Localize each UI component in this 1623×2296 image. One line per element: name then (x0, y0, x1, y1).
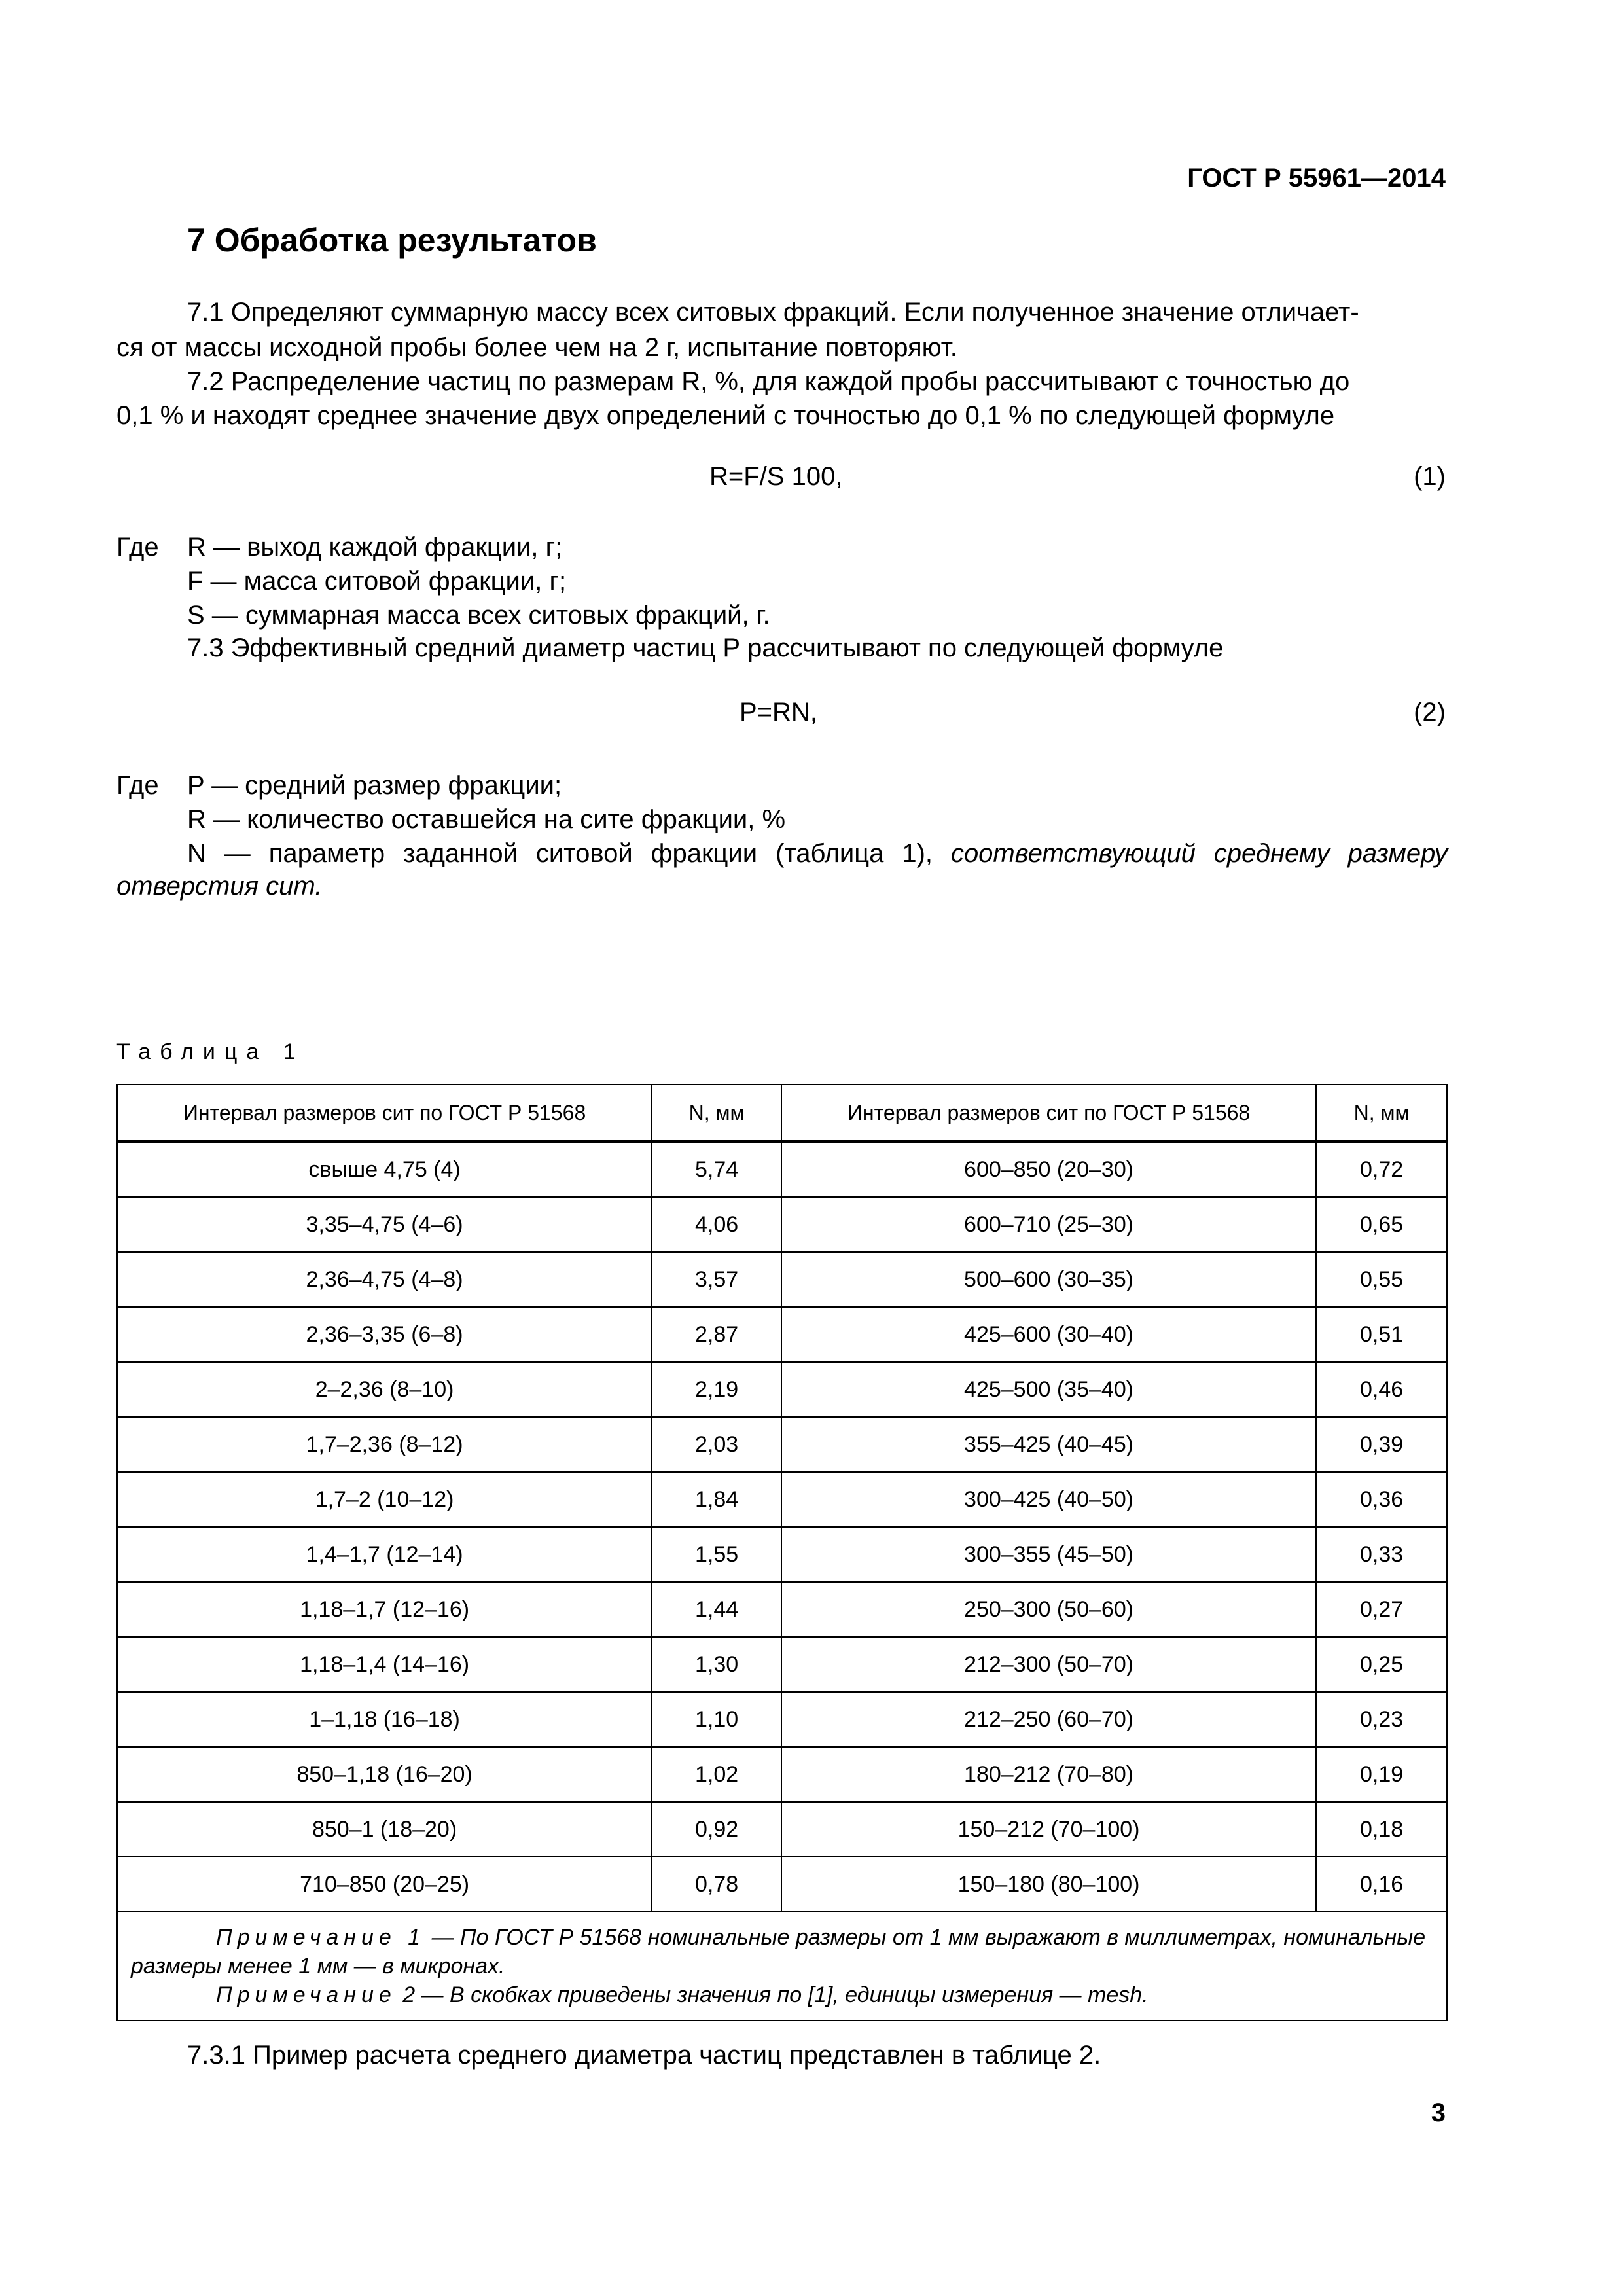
table-row (117, 1802, 1447, 1857)
table-cell: 0,27 (1316, 1582, 1447, 1637)
table-cell: 2,03 (652, 1417, 781, 1472)
table-cell: 355–425 (40–45) (781, 1417, 1316, 1472)
table-cell: 0,25 (1316, 1637, 1447, 1692)
table-cell: 150–180 (80–100) (781, 1857, 1316, 1912)
table-cell: 1,4–1,7 (12–14) (117, 1527, 652, 1582)
table-cell: 1,02 (652, 1747, 781, 1802)
header-n-2: N, мм (1316, 1085, 1447, 1141)
paragraph-7-1-line1: 7.1 Определяют суммарную массу всех ситовых фракций. Если полученное значение отличает- (187, 298, 1359, 327)
table-cell: свыше 4,75 (4) (117, 1141, 652, 1197)
table-cell: 0,16 (1316, 1857, 1447, 1912)
note-2-label: Примечание (216, 1982, 397, 2007)
definition-n-text: N — параметр заданной ситовой фракции (таблица 1), (187, 839, 951, 868)
table-row (117, 1582, 1447, 1637)
table-cell: 180–212 (70–80) (781, 1747, 1316, 1802)
table-cell: 0,39 (1316, 1417, 1447, 1472)
table-notes-row (117, 1912, 1447, 2020)
table-1 (116, 1084, 1448, 2021)
table-row (117, 1252, 1447, 1307)
note-1-label: Примечание 1 (216, 1925, 426, 1950)
definition-n-italic: соответствующий среднему размеру (950, 839, 1448, 868)
table-cell: 300–425 (40–50) (781, 1472, 1316, 1527)
note-2 (131, 1981, 1433, 2009)
table-cell: 1,18–1,4 (14–16) (117, 1637, 652, 1692)
table-cell: 0,36 (1316, 1472, 1447, 1527)
paragraph-7-3: 7.3 Эффективный средний диаметр частиц Р рассчитывают по следующей формуле (187, 634, 1224, 662)
table-row (117, 1527, 1447, 1582)
table-notes (117, 1912, 1447, 2020)
formula-1: R=F/S 100, (709, 462, 843, 491)
table-cell: 2,36–4,75 (4–8) (117, 1252, 652, 1307)
page-number: 3 (1431, 2098, 1446, 2127)
table-cell: 0,55 (1316, 1252, 1447, 1307)
table-header-row (117, 1085, 1447, 1141)
definition-r-percent: R — количество оставшейся на сите фракции, % (187, 805, 786, 834)
table-row (117, 1307, 1447, 1362)
table-row (117, 1417, 1447, 1472)
paragraph-7-1-line2: ся от массы исходной пробы более чем на 2 г, испытание повторяют. (116, 333, 957, 362)
table-cell: 600–710 (25–30) (781, 1197, 1316, 1252)
table-row (117, 1197, 1447, 1252)
paragraph-7-2-line2: 0,1 % и находят среднее значение двух определений с точностью до 0,1 % по следующей формуле (116, 401, 1335, 430)
note-1-text: — По ГОСТ Р 51568 номинальные размеры от 1 мм выражают в миллиметрах, номинальные размеры менее 1 мм — в микронах. (131, 1925, 1426, 1979)
table-cell: 0,72 (1316, 1141, 1447, 1197)
table-cell: 710–850 (20–25) (117, 1857, 652, 1912)
definition-n-line1 (187, 839, 1448, 869)
table-cell: 0,46 (1316, 1362, 1447, 1417)
where-label-2: Где (116, 771, 159, 800)
definition-p: P — средний размер фракции; (187, 771, 562, 800)
formula-1-number: (1) (1414, 462, 1446, 491)
table-cell: 3,35–4,75 (4–6) (117, 1197, 652, 1252)
header-n-1: N, мм (652, 1085, 781, 1141)
table-cell: 150–212 (70–100) (781, 1802, 1316, 1857)
table-cell: 250–300 (50–60) (781, 1582, 1316, 1637)
table-cell: 4,06 (652, 1197, 781, 1252)
definition-f: F — масса ситовой фракции, г; (187, 567, 567, 596)
header-interval-1: Интервал размеров сит по ГОСТ Р 51568 (117, 1085, 652, 1141)
table-row (117, 1637, 1447, 1692)
table-row (117, 1141, 1447, 1197)
table-cell: 850–1 (18–20) (117, 1802, 652, 1857)
table-cell: 0,78 (652, 1857, 781, 1912)
definition-r: R — выход каждой фракции, г; (187, 533, 563, 562)
table-row (117, 1857, 1447, 1912)
definition-s: S — суммарная масса всех ситовых фракций, г. (187, 601, 770, 630)
note-2-text: 2 — В скобках приведены значения по [1], единицы измерения — mesh. (396, 1982, 1149, 2007)
table-cell: 2,87 (652, 1307, 781, 1362)
table-cell: 212–250 (60–70) (781, 1692, 1316, 1747)
paragraph-7-3-1: 7.3.1 Пример расчета среднего диаметра частиц представлен в таблице 2. (187, 2041, 1101, 2070)
header-interval-2: Интервал размеров сит по ГОСТ Р 51568 (781, 1085, 1316, 1141)
table-cell: 2,19 (652, 1362, 781, 1417)
table-cell: 5,74 (652, 1141, 781, 1197)
table-cell: 300–355 (45–50) (781, 1527, 1316, 1582)
table-label: Таблица 1 (116, 1039, 305, 1064)
table-cell: 3,57 (652, 1252, 781, 1307)
table-row (117, 1472, 1447, 1527)
document-code: ГОСТ Р 55961—2014 (1187, 164, 1446, 192)
table-cell: 2,36–3,35 (6–8) (117, 1307, 652, 1362)
table-cell: 2–2,36 (8–10) (117, 1362, 652, 1417)
table-cell: 1,7–2 (10–12) (117, 1472, 652, 1527)
table-cell: 425–500 (35–40) (781, 1362, 1316, 1417)
note-1 (131, 1923, 1433, 1981)
table-cell: 0,33 (1316, 1527, 1447, 1582)
section-title: 7 Обработка результатов (187, 222, 597, 259)
definition-n-line2: отверстия сит. (116, 872, 323, 901)
where-label-1: Где (116, 533, 159, 562)
table-cell: 1,30 (652, 1637, 781, 1692)
table-cell: 0,92 (652, 1802, 781, 1857)
table-cell: 1,84 (652, 1472, 781, 1527)
table-cell: 0,65 (1316, 1197, 1447, 1252)
table-row (117, 1747, 1447, 1802)
formula-2-number: (2) (1414, 698, 1446, 726)
paragraph-7-2-line1: 7.2 Распределение частиц по размерам R, %, для каждой пробы рассчитывают с точностью до (187, 367, 1350, 396)
table-cell: 425–600 (30–40) (781, 1307, 1316, 1362)
table-cell: 0,23 (1316, 1692, 1447, 1747)
table-cell: 500–600 (30–35) (781, 1252, 1316, 1307)
formula-2: P=RN, (740, 698, 817, 726)
table-cell: 0,51 (1316, 1307, 1447, 1362)
table-cell: 1,7–2,36 (8–12) (117, 1417, 652, 1472)
table-cell: 1,44 (652, 1582, 781, 1637)
table-cell: 212–300 (50–70) (781, 1637, 1316, 1692)
table-cell: 600–850 (20–30) (781, 1141, 1316, 1197)
table-cell: 850–1,18 (16–20) (117, 1747, 652, 1802)
table-row (117, 1692, 1447, 1747)
table-cell: 1–1,18 (16–18) (117, 1692, 652, 1747)
table-cell: 0,18 (1316, 1802, 1447, 1857)
table-cell: 1,10 (652, 1692, 781, 1747)
table-cell: 1,18–1,7 (12–16) (117, 1582, 652, 1637)
table-row (117, 1362, 1447, 1417)
table-cell: 1,55 (652, 1527, 781, 1582)
table-cell: 0,19 (1316, 1747, 1447, 1802)
